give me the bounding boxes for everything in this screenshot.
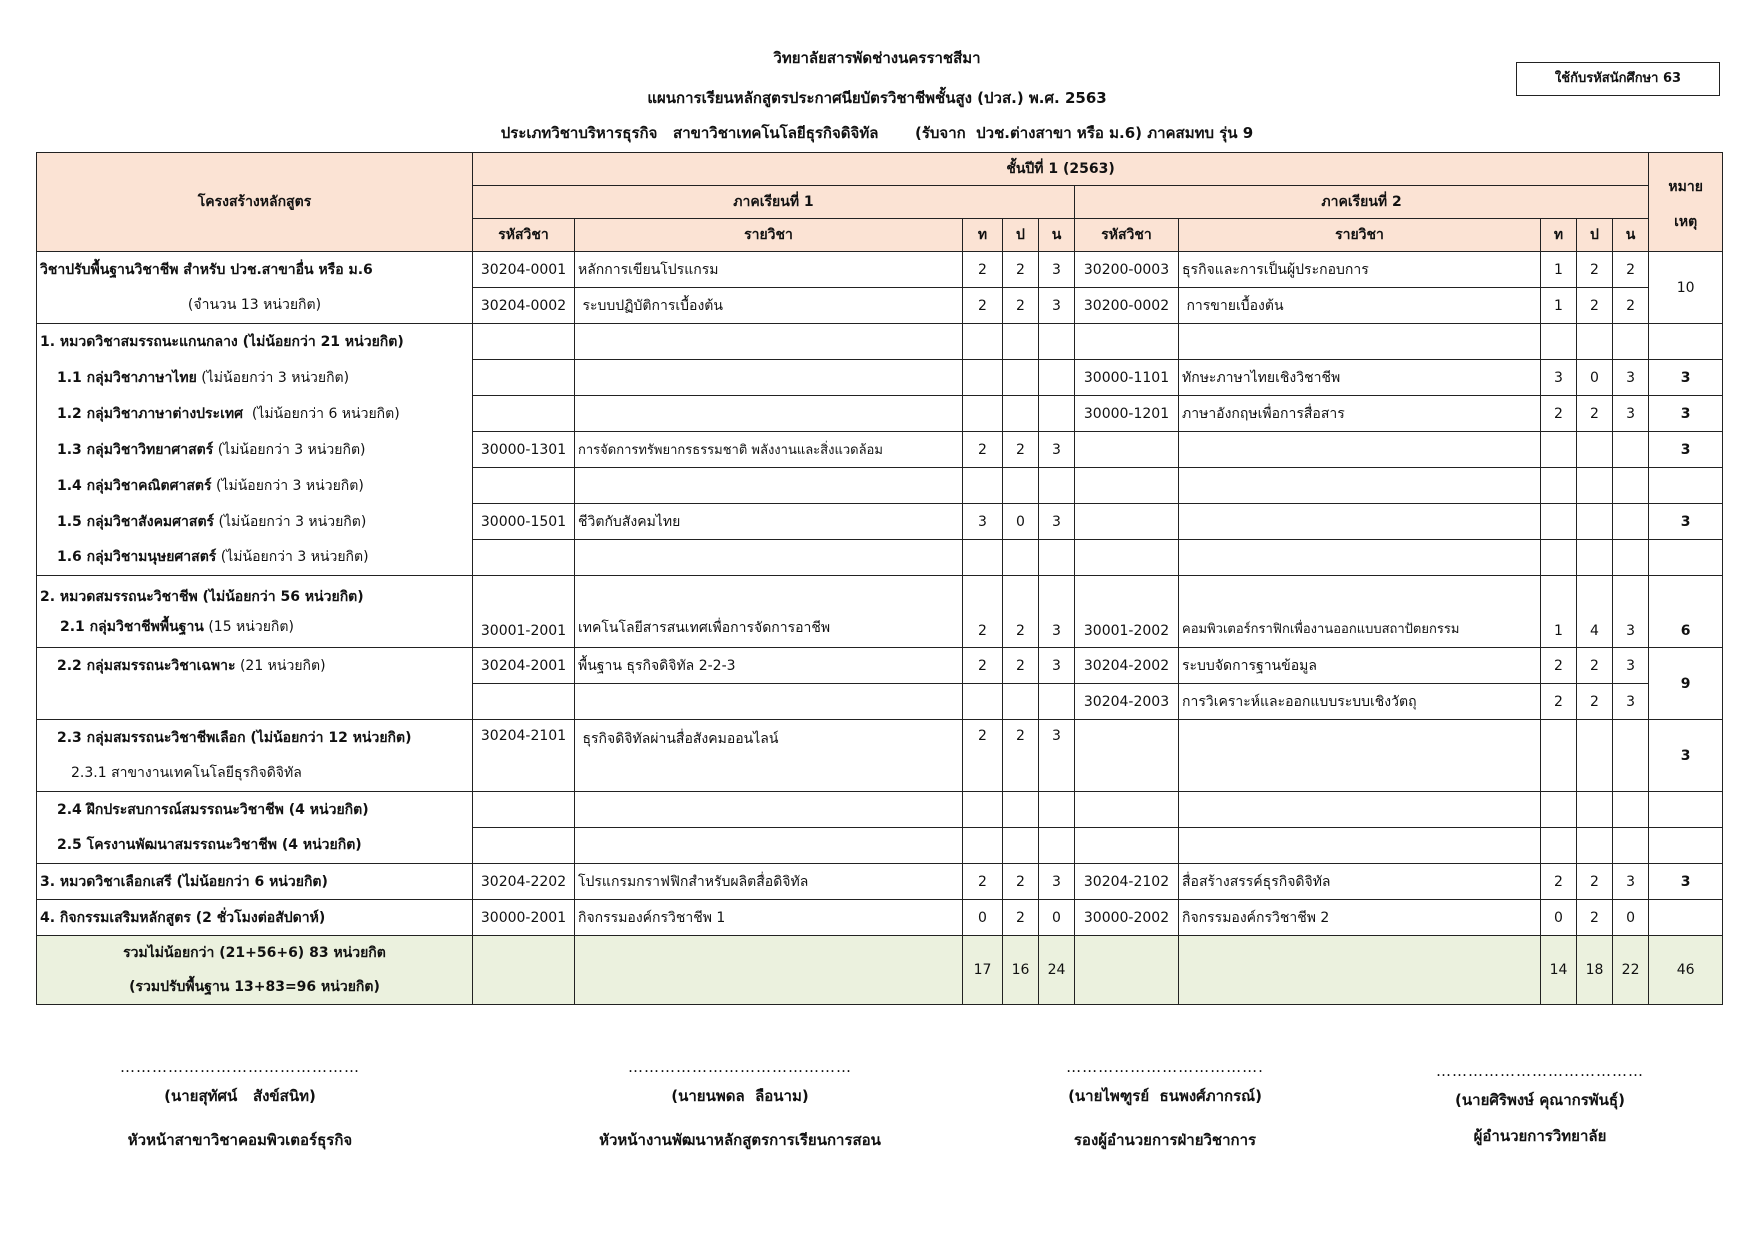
theory-header: ท: [1541, 219, 1577, 252]
course-code: 30204-2003: [1075, 684, 1179, 720]
course-name: การวิเคราะห์และออกแบบระบบเชิงวัตถุ: [1179, 684, 1541, 720]
practice-hours: 4: [1577, 576, 1613, 648]
course-code: 30000-1101: [1075, 360, 1179, 396]
total-remark: 46: [1649, 936, 1723, 1005]
remark: 3: [1649, 504, 1723, 540]
theory-hours: 2: [1541, 396, 1577, 432]
table-row: [37, 576, 1723, 648]
college-name: วิทยาลัยสารพัดช่างนครราชสีมา: [773, 49, 981, 67]
structure-label: 1.2 กลุ่มวิชาภาษาต่างประเทศ (ไม่น้อยกว่า 6 หน่วยกิต): [37, 396, 473, 432]
practice-hours: 0: [1003, 504, 1039, 540]
table-row: [37, 684, 1723, 720]
remark: 6: [1649, 576, 1723, 648]
practice-hours: 2: [1003, 720, 1039, 792]
signature-line: ……………………………………: [628, 1058, 852, 1076]
structure-label: 1.5 กลุ่มวิชาสังคมศาสตร์ (ไม่น้อยกว่า 3 หน่วยกิต): [37, 504, 473, 540]
remark: 3: [1649, 432, 1723, 468]
credit-header: น: [1613, 219, 1649, 252]
course-name: การขายเบื้องต้น: [1179, 288, 1541, 324]
plan-title: แผนการเรียนหลักสูตรประกาศนียบัตรวิชาชีพชั้นสูง (ปวส.) พ.ศ. 2563: [647, 89, 1107, 107]
theory-hours: 3: [963, 504, 1003, 540]
theory-hours: 2: [1541, 684, 1577, 720]
theory-hours: 1: [1541, 288, 1577, 324]
total-theory: 17: [963, 936, 1003, 1005]
practice-hours: 2: [1003, 648, 1039, 684]
course-code: 30204-0002: [473, 288, 575, 324]
theory-hours: 0: [1541, 900, 1577, 936]
table-row: [37, 864, 1723, 900]
credits: 3: [1039, 648, 1075, 684]
course-code: 30001-2002: [1075, 576, 1179, 648]
theory-header: ท: [963, 219, 1003, 252]
practice-hours: 2: [1577, 396, 1613, 432]
student-code-box: ใช้กับรหัสนักศึกษา 63: [1516, 62, 1720, 96]
theory-hours: 2: [963, 576, 1003, 648]
table-row: [37, 792, 1723, 828]
remark: 3: [1649, 396, 1723, 432]
table-row: [37, 324, 1723, 360]
total-label-line2: (รวมปรับพื้นฐาน 13+83=96 หน่วยกิต): [129, 979, 380, 995]
practice-hours: 2: [1577, 252, 1613, 288]
theory-hours: 2: [1541, 864, 1577, 900]
theory-hours: 2: [1541, 648, 1577, 684]
course-name: โปรแกรมกราฟฟิกสำหรับผลิตสื่อดิจิทัล: [575, 864, 963, 900]
course-code: 30204-2101: [473, 720, 575, 792]
credits: 3: [1039, 288, 1075, 324]
structure-label: 2.5 โครงานพัฒนาสมรรถนะวิชาชีพ (4 หน่วยกิต): [37, 828, 473, 864]
practice-hours: 2: [1003, 864, 1039, 900]
course-name: การจัดการทรัพยากรธรรมชาติ พลังงานและสิ่งแวดล้อม: [575, 432, 963, 468]
semester-2-header: ภาคเรียนที่ 2: [1075, 186, 1649, 219]
total-credits: 22: [1613, 936, 1649, 1005]
practice-hours: 2: [1577, 864, 1613, 900]
signer-name: (นายนพดล ลือนาม): [671, 1087, 809, 1105]
remark-header-line2: เหตุ: [1674, 214, 1698, 230]
structure-label: 2.4 ฝึกประสบการณ์สมรรถนะวิชาชีพ (4 หน่วยกิต): [37, 792, 473, 828]
theory-hours: 1: [1541, 252, 1577, 288]
practice-hours: 2: [1577, 648, 1613, 684]
credits: 3: [1039, 576, 1075, 648]
theory-hours: 0: [963, 900, 1003, 936]
practice-hours: 2: [1003, 252, 1039, 288]
year-header: ชั้นปีที่ 1 (2563): [473, 153, 1649, 186]
curriculum-table: [36, 152, 1723, 1005]
theory-hours: 2: [963, 252, 1003, 288]
course-code: 30204-2002: [1075, 648, 1179, 684]
course-code: 30200-0002: [1075, 288, 1179, 324]
practice-header: ป: [1577, 219, 1613, 252]
credits: 0: [1613, 900, 1649, 936]
category-heading: 2. หมวดสมรรถนะวิชาชีพ (ไม่น้อยกว่า 56 หน่วยกิต): [40, 589, 364, 605]
table-row: [37, 360, 1723, 396]
signature-block: [560, 1058, 920, 1152]
remark-header-line1: หมาย: [1668, 179, 1703, 195]
structure-label: 2.2 กลุ่มสมรรถนะวิชาเฉพาะ (21 หน่วยกิต): [37, 648, 473, 684]
course-name: เทคโนโลยีสารสนเทศเพื่อการจัดการอาชีพ: [575, 576, 963, 648]
course-code: 30000-1501: [473, 504, 575, 540]
table-row: [37, 432, 1723, 468]
course-code: 30204-2202: [473, 864, 575, 900]
total-row: [37, 936, 1723, 1005]
credit-header: น: [1039, 219, 1075, 252]
total-label: [37, 936, 473, 1005]
table-row: [37, 396, 1723, 432]
remark: 3: [1649, 864, 1723, 900]
course-code: 30001-2001: [473, 576, 575, 648]
credits: 3: [1613, 576, 1649, 648]
practice-hours: 2: [1003, 900, 1039, 936]
credits: 3: [1039, 504, 1075, 540]
course-code: 30200-0003: [1075, 252, 1179, 288]
group-label: 2.1 กลุ่มวิชาชีพพื้นฐาน (15 หน่วยกิต): [60, 619, 294, 635]
credits: 2: [1613, 288, 1649, 324]
signature-block: [1420, 1062, 1660, 1148]
signature-block: [1030, 1058, 1300, 1152]
signer-title: รองผู้อำนวยการฝ่ายวิชาการ: [1073, 1131, 1257, 1149]
practice-header: ป: [1003, 219, 1039, 252]
practice-hours: 2: [1577, 684, 1613, 720]
course-code: 30000-2001: [473, 900, 575, 936]
signer-title: ผู้อำนวยการวิทยาลัย: [1473, 1127, 1607, 1145]
credits: 3: [1613, 648, 1649, 684]
structure-label: [37, 576, 473, 648]
structure-label: วิชาปรับพื้นฐานวิชาชีพ สำหรับ ปวช.สาขาอื่น หรือ ม.6: [37, 252, 473, 288]
table-row: [37, 468, 1723, 504]
signer-title: หัวหน้างานพัฒนาหลักสูตรการเรียนการสอน: [599, 1131, 881, 1149]
credits: 3: [1039, 864, 1075, 900]
course-code: 30204-0001: [473, 252, 575, 288]
signer-name: (นายศิริพงษ์ คุณากรพันธุ์): [1455, 1091, 1625, 1109]
course-name: ระบบปฏิบัติการเบื้องต้น: [575, 288, 963, 324]
table-row: [37, 648, 1723, 684]
course-name: คอมพิวเตอร์กราฟิกเพื่องานออกแบบสถาปัตยกรรม: [1179, 576, 1541, 648]
credits: 3: [1613, 360, 1649, 396]
program-line: ประเภทวิชาบริหารธุรกิจ สาขาวิชาเทคโนโลยีธุรกิจดิจิทัล (รับจาก ปวช.ต่างสาขา หรือ ม.6) ภาคสมทบ รุ่น 9: [500, 124, 1254, 142]
structure-label: 1.3 กลุ่มวิชาวิทยาศาสตร์ (ไม่น้อยกว่า 3 หน่วยกิต): [37, 432, 473, 468]
theory-hours: 2: [963, 432, 1003, 468]
course-name: หลักการเขียนโปรแกรม: [575, 252, 963, 288]
signer-title: หัวหน้าสาขาวิชาคอมพิวเตอร์ธุรกิจ: [127, 1131, 353, 1149]
theory-hours: 2: [963, 864, 1003, 900]
credits: 3: [1613, 684, 1649, 720]
theory-hours: 3: [1541, 360, 1577, 396]
total-theory: 14: [1541, 936, 1577, 1005]
remark: 9: [1649, 648, 1723, 720]
credits: 0: [1039, 900, 1075, 936]
course-code: 30204-2001: [473, 648, 575, 684]
table-row: [37, 252, 1723, 288]
table-row: [37, 828, 1723, 864]
practice-hours: 2: [1003, 576, 1039, 648]
total-label-line1: รวมไม่น้อยกว่า (21+56+6) 83 หน่วยกิต: [123, 945, 386, 961]
remark: 3: [1649, 360, 1723, 396]
credits: 3: [1039, 720, 1075, 792]
signature-line: ……………………………….: [1066, 1058, 1264, 1076]
total-practice: 16: [1003, 936, 1039, 1005]
structure-header: โครงสร้างหลักสูตร: [37, 153, 473, 252]
credits: 3: [1613, 396, 1649, 432]
signer-name: (นายไพฑูรย์ ธนพงศ์ภากรณ์): [1068, 1087, 1262, 1105]
remark-header: [1649, 153, 1723, 252]
signature-line: ………………………………………: [120, 1058, 360, 1076]
credits: 3: [1613, 864, 1649, 900]
credits: 3: [1039, 432, 1075, 468]
structure-label: 2.3 กลุ่มสมรรถนะวิชาชีพเลือก (ไม่น้อยกว่า 12 หน่วยกิต): [37, 720, 473, 756]
subject-header: รายวิชา: [1179, 219, 1541, 252]
course-name: ระบบจัดการฐานข้อมูล: [1179, 648, 1541, 684]
course-name: ชีวิตกับสังคมไทย: [575, 504, 963, 540]
course-name: กิจกรรมองค์กรวิชาชีพ 1: [575, 900, 963, 936]
structure-label: 1.6 กลุ่มวิชามนุษยศาสตร์ (ไม่น้อยกว่า 3 หน่วยกิต): [37, 540, 473, 576]
practice-hours: 0: [1577, 360, 1613, 396]
course-name: พื้นฐาน ธุรกิจดิจิทัล 2-2-3: [575, 648, 963, 684]
credits: 3: [1039, 252, 1075, 288]
semester-1-header: ภาคเรียนที่ 1: [473, 186, 1075, 219]
credits: 2: [1613, 252, 1649, 288]
structure-label: 1.4 กลุ่มวิชาคณิตศาสตร์ (ไม่น้อยกว่า 3 หน่วยกิต): [37, 468, 473, 504]
structure-label: 1. หมวดวิชาสมรรถนะแกนกลาง (ไม่น้อยกว่า 21 หน่วยกิต): [37, 324, 473, 360]
course-code: 30000-2002: [1075, 900, 1179, 936]
structure-label: 2.3.1 สาขางานเทคโนโลยีธุรกิจดิจิทัล: [37, 756, 473, 792]
course-name: สื่อสร้างสรรค์ธุรกิจดิจิทัล: [1179, 864, 1541, 900]
structure-label: (จำนวน 13 หน่วยกิต): [37, 288, 473, 324]
total-practice: 18: [1577, 936, 1613, 1005]
course-name: ธุรกิจและการเป็นผู้ประกอบการ: [1179, 252, 1541, 288]
practice-hours: 2: [1577, 288, 1613, 324]
practice-hours: 2: [1003, 288, 1039, 324]
theory-hours: 1: [1541, 576, 1577, 648]
remark: 10: [1649, 252, 1723, 324]
table-row: [37, 288, 1723, 324]
table-row: [37, 504, 1723, 540]
table-row: [37, 900, 1723, 936]
structure-label: 3. หมวดวิชาเลือกเสรี (ไม่น้อยกว่า 6 หน่วยกิต): [37, 864, 473, 900]
course-code: 30000-1201: [1075, 396, 1179, 432]
course-name: ธุรกิจดิจิทัลผ่านสื่อสังคมออนไลน์: [575, 720, 963, 792]
structure-label: 4. กิจกรรมเสริมหลักสูตร (2 ชั่วโมงต่อสัปดาห์): [37, 900, 473, 936]
course-code: 30204-2102: [1075, 864, 1179, 900]
course-name: ทักษะภาษาไทยเชิงวิชาชีพ: [1179, 360, 1541, 396]
course-name: ภาษาอังกฤษเพื่อการสื่อสาร: [1179, 396, 1541, 432]
signature-line: …………………………………: [1436, 1062, 1644, 1080]
practice-hours: 2: [1003, 432, 1039, 468]
practice-hours: 2: [1577, 900, 1613, 936]
theory-hours: 2: [963, 648, 1003, 684]
structure-label: 1.1 กลุ่มวิชาภาษาไทย (ไม่น้อยกว่า 3 หน่วยกิต): [37, 360, 473, 396]
remark: 3: [1649, 720, 1723, 792]
total-credits: 24: [1039, 936, 1075, 1005]
theory-hours: 2: [963, 288, 1003, 324]
signature-block: [110, 1058, 370, 1152]
course-name: กิจกรรมองค์กรวิชาชีพ 2: [1179, 900, 1541, 936]
code-header: รหัสวิชา: [1075, 219, 1179, 252]
subject-header: รายวิชา: [575, 219, 963, 252]
table-row: [37, 540, 1723, 576]
code-header: รหัสวิชา: [473, 219, 575, 252]
course-code: 30000-1301: [473, 432, 575, 468]
theory-hours: 2: [963, 720, 1003, 792]
signer-name: (นายสุทัศน์ สังข์สนิท): [164, 1087, 316, 1105]
table-row: [37, 720, 1723, 756]
